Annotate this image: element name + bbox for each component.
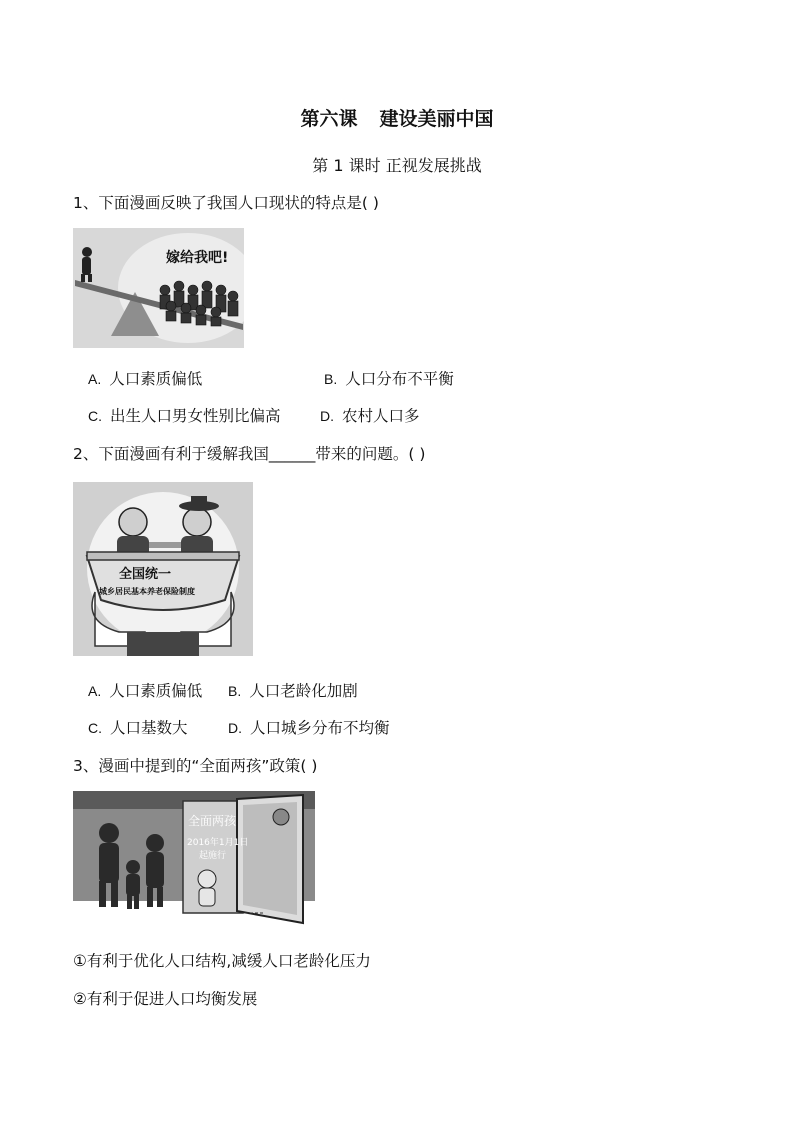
question-2-cartoon (73, 482, 253, 656)
option-text: 人口老龄化加剧 (249, 682, 358, 700)
option-text: 人口素质偏低 (109, 682, 203, 700)
option-text: 人口城乡分布不均衡 (250, 719, 390, 737)
q3-cartoon-caption-date: 2016年1月1日 (187, 838, 249, 848)
q1-cartoon-caption: 嫁给我吧! (166, 250, 229, 266)
question-3-cartoon (73, 791, 315, 926)
q3-cartoon-caption-main: 全面两孩 (188, 814, 237, 828)
option-text: 人口分布不平衡 (345, 370, 454, 388)
q3-cartoon-caption-sub: 起施行 (199, 851, 227, 861)
pension-bowl-illustration (73, 482, 253, 656)
seesaw-cartoon-illustration (73, 228, 244, 348)
q3-statement-1: ①有利于优化人口结构,减缓人口老龄化压力 (73, 952, 371, 970)
option-text: 人口素质偏低 (109, 370, 203, 388)
q2-cartoon-caption-main: 全国统一 (119, 567, 172, 582)
option-letter: B. (228, 683, 242, 699)
q3-statement-2: ②有利于促进人口均衡发展 (73, 990, 258, 1008)
q1-option-c[interactable] (88, 404, 281, 426)
option-letter: C. (88, 720, 102, 736)
question-1-stem: 1、下面漫画反映了我国人口现状的特点是( ) (73, 194, 379, 212)
lesson-title (0, 104, 794, 131)
option-text: 农村人口多 (342, 407, 420, 425)
question-3-stem: 3、漫画中提到的“全面两孩”政策( ) (73, 757, 318, 775)
option-text: 人口基数大 (110, 719, 188, 737)
option-letter: A. (88, 683, 102, 699)
q2-option-d[interactable] (228, 716, 390, 738)
lesson-subtitle: 第 1 课时 正视发展挑战 (312, 156, 482, 175)
two-child-policy-illustration (73, 791, 315, 926)
q2-option-c[interactable] (88, 716, 188, 738)
q2-option-a[interactable] (88, 679, 202, 701)
option-letter: D. (228, 720, 242, 736)
question-1-cartoon (73, 228, 244, 348)
option-letter: A. (88, 371, 102, 387)
q2-cartoon-caption-sub: 城乡居民基本养老保险制度 (99, 587, 195, 596)
question-2-stem: 2、下面漫画有利于缓解我国______带来的问题。( ) (73, 445, 426, 463)
option-letter: C. (88, 408, 102, 424)
q1-option-d[interactable] (320, 404, 420, 426)
q1-option-a[interactable] (88, 367, 202, 389)
q1-option-b[interactable] (324, 367, 454, 389)
lesson-name: 建设美丽中国 (379, 108, 494, 130)
option-letter: D. (320, 408, 334, 424)
option-letter: B. (324, 371, 338, 387)
q2-option-b[interactable] (228, 679, 358, 701)
option-text: 出生人口男女性别比偏高 (110, 407, 281, 425)
lesson-number: 第六课 (300, 108, 358, 130)
